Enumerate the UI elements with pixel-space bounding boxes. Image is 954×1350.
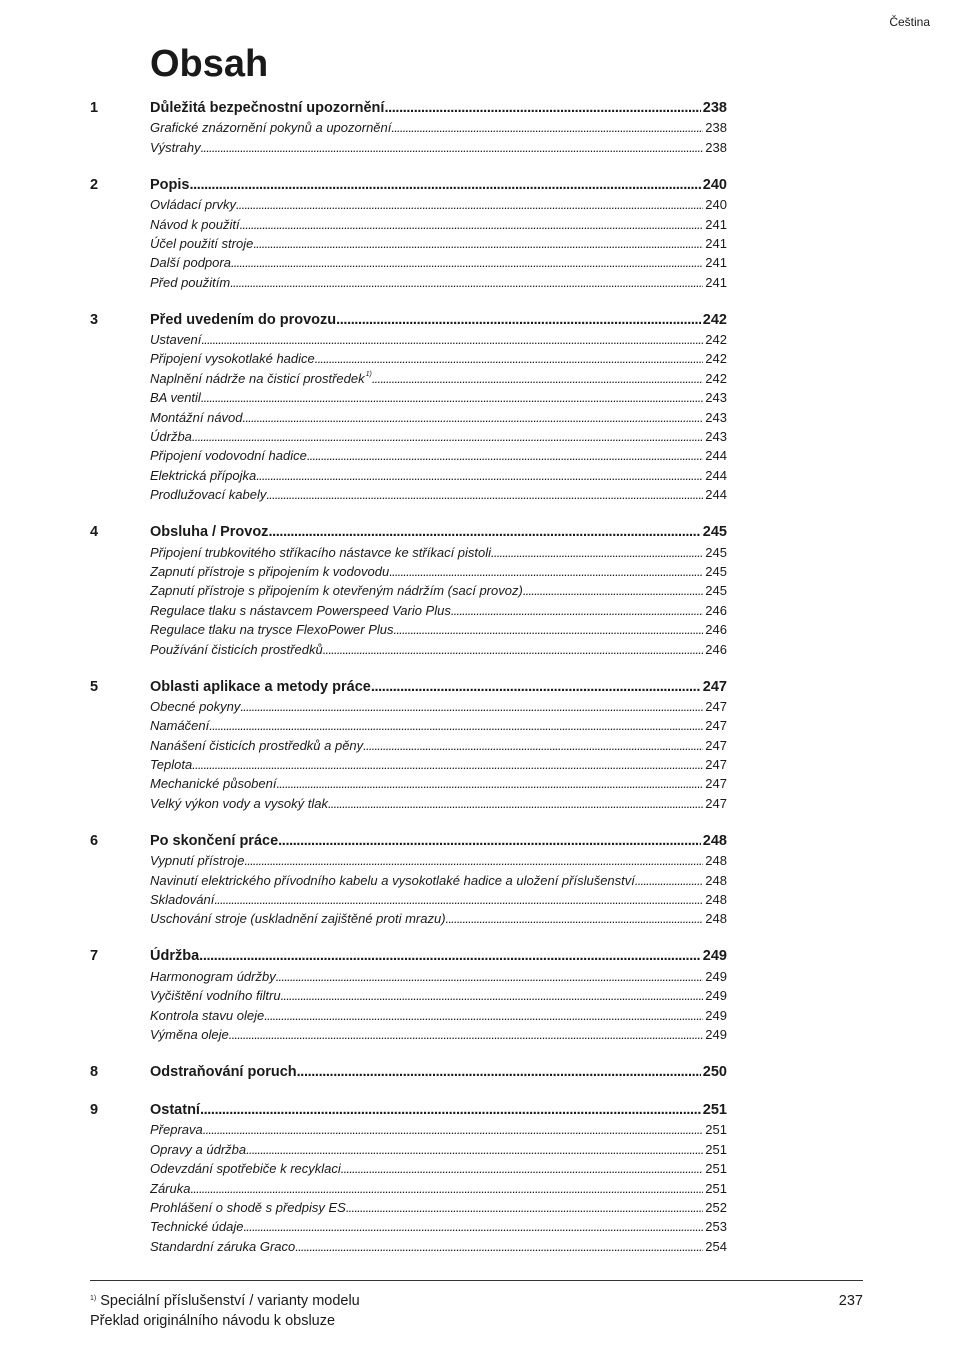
entry-title-text: Přeprava <box>150 1122 203 1138</box>
entry-title-text: Připojení vysokotlaké hadice <box>150 351 315 367</box>
dot-leader <box>246 1140 703 1159</box>
toc-entry-title <box>150 253 231 272</box>
dot-leader <box>394 620 704 639</box>
entry-title-text: Zapnutí přístroje s připojením k otevřeným nádržím (sací provoz) <box>150 583 523 599</box>
entry-title-text: Důležitá bezpečnostní upozornění <box>150 100 385 116</box>
toc-subentry[interactable] <box>90 466 727 485</box>
toc-subentry[interactable] <box>90 485 727 504</box>
entry-title-text: Před uvedením do provozu <box>150 311 337 328</box>
dot-leader <box>266 485 703 504</box>
toc-subentry[interactable] <box>90 408 727 427</box>
toc-entry-page: 238 <box>705 120 727 136</box>
toc-entry-page: 251 <box>705 1180 727 1196</box>
entry-title-text: Namáčení <box>150 718 210 734</box>
dot-leader <box>341 1159 704 1178</box>
toc-entry-page: 246 <box>705 641 727 657</box>
toc-entry-page: 242 <box>705 370 727 386</box>
toc-entry-title <box>150 755 192 774</box>
toc-entry-page: 243 <box>705 409 727 425</box>
entry-title-text: Výměna oleje <box>150 1026 229 1042</box>
toc-entry-title <box>150 871 635 890</box>
entry-title-text: Technické údaje <box>150 1219 244 1235</box>
entry-title-text: Nanášení čisticích prostředků a pěny <box>150 737 364 753</box>
toc-entry-page: 238 <box>702 100 727 116</box>
toc-entry-page: 248 <box>705 892 727 908</box>
dot-leader <box>451 601 703 620</box>
toc-subentry[interactable] <box>90 562 727 581</box>
entry-title-text: Popis <box>150 176 190 193</box>
toc-chapter[interactable] <box>90 523 727 542</box>
dot-leader <box>278 832 701 851</box>
toc-entry-title <box>150 138 201 157</box>
toc-subentry[interactable] <box>90 871 727 890</box>
toc-entry-page: 241 <box>705 216 727 232</box>
dot-leader <box>276 774 703 793</box>
toc-subentry[interactable] <box>90 1025 727 1044</box>
entry-title-text: Obecné pokyny <box>150 698 241 714</box>
entry-title-text: Montážní návod <box>150 409 243 425</box>
entry-title-text: Návod k použití <box>150 216 240 232</box>
toc-entry-title <box>150 523 268 542</box>
toc-entry-title <box>150 176 189 195</box>
toc-entry-page: 251 <box>705 1161 727 1177</box>
entry-title-text: Oblasti aplikace a metody práce <box>150 678 371 695</box>
toc-entry-page: 243 <box>705 429 727 445</box>
toc-subentry[interactable] <box>90 388 727 407</box>
dot-leader <box>230 273 703 292</box>
entry-title-text: Standardní záruka Graco <box>150 1238 296 1254</box>
dot-leader <box>240 215 704 234</box>
toc-entry-title <box>150 1025 229 1044</box>
footnote-marker: 1) <box>90 1295 97 1302</box>
entry-title-text: Vyčištění vodního filtru <box>150 988 281 1004</box>
toc-entry-page: 247 <box>702 678 727 695</box>
toc-entry-page: 248 <box>705 872 727 888</box>
entry-title-text: Navinutí elektrického přívodního kabelu a vysokotlaké hadice a uložení příslušenství <box>150 872 635 888</box>
toc-entry-page: 249 <box>705 1007 727 1023</box>
toc-subentry[interactable] <box>90 234 727 253</box>
dot-leader <box>297 1063 701 1082</box>
dot-leader <box>190 1179 703 1198</box>
toc-entry-title <box>150 234 253 253</box>
entry-title-text: Zapnutí přístroje s připojením k vodovodu <box>150 563 390 579</box>
entry-title-text: Mechanické působení <box>150 776 277 792</box>
entry-title-text: Harmonogram údržby <box>150 968 276 984</box>
toc-entry-page: 241 <box>705 274 727 290</box>
dot-leader <box>201 388 703 407</box>
toc-entry-title <box>150 736 363 755</box>
toc-subentry[interactable] <box>90 1120 727 1139</box>
entry-title-text: Odevzdání spotřebiče k recyklaci <box>150 1161 341 1177</box>
entry-title-text: Prodlužovací kabely <box>150 487 267 503</box>
entry-title-text: Záruka <box>150 1180 191 1196</box>
dot-leader <box>256 466 703 485</box>
toc-entry-page: 249 <box>705 968 727 984</box>
toc-entry-page: 249 <box>702 948 727 965</box>
dot-leader <box>253 234 703 253</box>
toc-chapter[interactable] <box>90 1101 727 1120</box>
toc-section <box>90 311 727 505</box>
toc-entry-page: 245 <box>705 583 727 599</box>
toc-subentry[interactable] <box>90 273 727 292</box>
dot-leader <box>244 851 703 870</box>
toc-entry-page: 242 <box>705 351 727 367</box>
toc-entry-title <box>150 794 328 813</box>
dot-leader <box>281 986 704 1005</box>
toc-entry-page: 253 <box>705 1219 727 1235</box>
toc-subentry[interactable] <box>90 774 727 793</box>
toc-subentry[interactable] <box>90 215 727 234</box>
toc-subentry[interactable] <box>90 1217 727 1236</box>
toc-entry-page: 245 <box>705 563 727 579</box>
toc-entry-title <box>150 215 240 234</box>
entry-title-text: Výstrahy <box>150 139 201 155</box>
toc-subentry[interactable] <box>90 601 727 620</box>
toc-subentry[interactable] <box>90 697 727 716</box>
toc-entry-page: 251 <box>705 1141 727 1157</box>
entry-title-text: Připojení trubkovitého stříkacího nástavce ke stříkací pistoli <box>150 544 492 560</box>
entry-title-text: Odstraňování poruch <box>150 1063 297 1080</box>
toc-subentry[interactable] <box>90 138 727 157</box>
toc-entry-page: 242 <box>702 311 727 328</box>
toc-entry-title <box>150 1198 346 1217</box>
dot-leader <box>236 195 703 214</box>
toc-entry-page: 245 <box>705 544 727 560</box>
toc-entry-page: 242 <box>705 332 727 348</box>
entry-title-text: Údržba <box>150 429 192 445</box>
toc-entry-title <box>150 446 307 465</box>
toc-subentry[interactable] <box>90 543 727 562</box>
entry-title-text: Opravy a údržba <box>150 1141 247 1157</box>
toc-subentry[interactable] <box>90 640 727 659</box>
footnote <box>90 1293 360 1309</box>
toc-entry-page: 241 <box>705 255 727 271</box>
dot-leader <box>229 1025 704 1044</box>
toc-entry-title <box>150 427 192 446</box>
entry-title-text: Ovládací prvky <box>150 197 236 213</box>
dot-leader <box>264 1006 703 1025</box>
toc-section <box>90 832 727 929</box>
section-number: 9 <box>90 1101 99 1118</box>
toc-entry-title <box>150 1217 243 1236</box>
footnote-reference: 1) <box>365 370 372 378</box>
toc-entry-title <box>150 369 372 388</box>
toc-entry-title <box>150 678 371 697</box>
toc-entry-page: 247 <box>705 718 727 734</box>
toc-entry-title <box>150 543 491 562</box>
section-number: 5 <box>90 678 99 695</box>
toc-section <box>90 176 727 292</box>
toc-entry-page: 247 <box>705 737 727 753</box>
toc-subentry[interactable] <box>90 195 727 214</box>
dot-leader <box>189 176 700 195</box>
toc-section <box>90 1101 727 1256</box>
toc-subentry[interactable] <box>90 620 727 639</box>
dot-leader <box>315 349 704 368</box>
entry-title-text: Elektrická přípojka <box>150 467 257 483</box>
toc-entry-page: 244 <box>705 467 727 483</box>
entry-title-text: Regulace tlaku na trysce FlexoPower Plus <box>150 622 394 638</box>
section-number: 7 <box>90 948 99 965</box>
dot-leader <box>372 369 703 388</box>
toc-entry-title <box>150 890 214 909</box>
toc-entry-title <box>150 967 276 986</box>
toc-entry-title <box>150 1140 246 1159</box>
toc-entry-page: 243 <box>705 390 727 406</box>
toc-subentry[interactable] <box>90 1179 727 1198</box>
toc-subentry[interactable] <box>90 1198 727 1217</box>
toc-subentry[interactable] <box>90 118 727 137</box>
toc-subentry[interactable] <box>90 716 727 735</box>
toc-entry-title <box>150 1063 297 1082</box>
toc-entry-title <box>150 330 201 349</box>
toc-subentry[interactable] <box>90 1006 727 1025</box>
dot-leader <box>328 794 703 813</box>
entry-title-text: BA ventil <box>150 390 201 406</box>
toc-entry-page: 240 <box>705 197 727 213</box>
toc-chapter[interactable] <box>90 947 727 966</box>
toc-entry-title <box>150 716 209 735</box>
toc-entry-title <box>150 581 523 600</box>
entry-title-text: Velký výkon vody a vysoký tlak <box>150 795 328 811</box>
toc-chapter[interactable] <box>90 311 727 330</box>
dot-leader <box>523 581 703 600</box>
toc-entry-page: 246 <box>705 622 727 638</box>
dot-leader <box>363 736 703 755</box>
toc-entry-page: 247 <box>705 757 727 773</box>
dot-leader <box>336 311 701 330</box>
dot-leader <box>231 253 703 272</box>
entry-title-text: Používání čisticích prostředků <box>150 641 323 657</box>
toc-entry-title <box>150 388 201 407</box>
dot-leader <box>243 408 704 427</box>
toc-entry-page: 246 <box>705 602 727 618</box>
toc-entry-title <box>150 697 240 716</box>
toc-entry-title <box>150 408 243 427</box>
dot-leader <box>199 947 701 966</box>
toc-entry-title <box>150 195 236 214</box>
entry-title-text: Grafické znázornění pokynů a upozornění <box>150 120 392 136</box>
entry-title-text: Kontrola stavu oleje <box>150 1007 265 1023</box>
toc-entry-page: 251 <box>705 1122 727 1138</box>
dot-leader <box>192 427 703 446</box>
dot-leader <box>323 640 704 659</box>
toc-entry-title <box>150 1179 190 1198</box>
dot-leader <box>201 138 704 157</box>
toc-section <box>90 678 727 814</box>
dot-leader <box>391 118 703 137</box>
toc-subentry[interactable] <box>90 446 727 465</box>
dot-leader <box>276 967 704 986</box>
entry-title-text: Skladování <box>150 892 215 908</box>
toc-entry-page: 248 <box>702 832 727 849</box>
toc-entry-title <box>150 99 384 118</box>
toc-chapter[interactable] <box>90 832 727 851</box>
dot-leader <box>203 1120 704 1139</box>
section-number: 4 <box>90 524 99 541</box>
entry-title-text: Další podpora <box>150 255 231 271</box>
dot-leader <box>214 890 703 909</box>
toc-chapter[interactable] <box>90 99 727 118</box>
toc-subentry[interactable] <box>90 427 727 446</box>
section-number: 8 <box>90 1063 99 1080</box>
toc-entry-title <box>150 774 276 793</box>
toc-subentry[interactable] <box>90 909 727 928</box>
dot-leader <box>201 330 703 349</box>
entry-title-text: Po skončení práce <box>150 832 279 849</box>
entry-title-text: Uschování stroje (uskladnění zajištěné proti mrazu) <box>150 911 446 927</box>
section-number: 2 <box>90 176 99 193</box>
dot-leader <box>240 697 703 716</box>
toc-entry-title <box>150 118 391 137</box>
dot-leader <box>209 716 703 735</box>
toc-entry-page: 240 <box>702 176 727 193</box>
toc-subentry[interactable] <box>90 890 727 909</box>
toc-subentry[interactable] <box>90 1159 727 1178</box>
section-number: 6 <box>90 832 99 849</box>
toc-subentry[interactable] <box>90 349 727 368</box>
toc-entry-title <box>150 562 389 581</box>
entry-title-text: Regulace tlaku s nástavcem Powerspeed Vario Plus <box>150 602 451 618</box>
entry-title-text: Ustavení <box>150 332 202 348</box>
toc-entry-page: 238 <box>705 139 727 155</box>
toc-entry-page: 248 <box>705 853 727 869</box>
toc-chapter[interactable] <box>90 176 727 195</box>
toc-subentry[interactable] <box>90 967 727 986</box>
toc-entry-page: 247 <box>705 776 727 792</box>
toc-entry-title <box>150 349 315 368</box>
entry-title-text: Naplnění nádrže na čisticí prostředek <box>150 370 365 386</box>
toc-chapter[interactable] <box>90 678 727 697</box>
toc-subentry[interactable] <box>90 369 727 388</box>
dot-leader <box>268 523 700 542</box>
toc-entry-page: 244 <box>705 487 727 503</box>
footer-divider <box>90 1280 863 1281</box>
toc-entry-title <box>150 851 244 870</box>
toc-entry-title <box>150 832 278 851</box>
toc-entry-title <box>150 620 394 639</box>
toc-entry-title <box>150 909 446 928</box>
toc-entry-page: 250 <box>702 1063 727 1080</box>
footnote-text: Speciální příslušenství / varianty modelu <box>100 1293 360 1309</box>
dot-leader <box>446 909 704 928</box>
toc-entry-title <box>150 1237 295 1256</box>
translation-note: Překlad originálního návodu k obsluze <box>90 1313 336 1329</box>
dot-leader <box>307 446 703 465</box>
toc-chapter[interactable] <box>90 1063 727 1082</box>
toc-entry-title <box>150 485 266 504</box>
page-title: Obsah <box>150 43 269 85</box>
toc-subentry[interactable] <box>90 1140 727 1159</box>
dot-leader <box>371 678 701 697</box>
dot-leader <box>384 99 700 118</box>
entry-title-text: Před použitím <box>150 274 231 290</box>
toc-subentry[interactable] <box>90 253 727 272</box>
toc-entry-page: 249 <box>705 1026 727 1042</box>
toc-entry-page: 254 <box>705 1238 727 1254</box>
entry-title-text: Prohlášení o shodě s předpisy ES <box>150 1199 346 1215</box>
entry-title-text: Údržba <box>150 948 200 965</box>
toc-entry-title <box>150 1159 341 1178</box>
toc-entry-title <box>150 947 199 966</box>
toc-entry-page: 241 <box>705 235 727 251</box>
toc-entry-title <box>150 466 256 485</box>
entry-title-text: Vypnutí přístroje <box>150 853 245 869</box>
table-of-contents <box>90 99 727 1275</box>
toc-entry-title <box>150 601 451 620</box>
dot-leader <box>243 1217 703 1236</box>
toc-subentry[interactable] <box>90 1237 727 1256</box>
toc-entry-page: 247 <box>705 795 727 811</box>
dot-leader <box>295 1237 703 1256</box>
toc-entry-title <box>150 311 336 330</box>
section-number: 1 <box>90 100 99 116</box>
entry-title-text: Teplota <box>150 757 193 773</box>
dot-leader <box>346 1198 703 1217</box>
toc-entry-title <box>150 273 230 292</box>
toc-section <box>90 523 727 659</box>
toc-entry-title <box>150 1120 203 1139</box>
entry-title-text: Účel použití stroje <box>150 235 254 251</box>
section-number: 3 <box>90 311 99 328</box>
toc-entry-page: 244 <box>705 448 727 464</box>
toc-subentry[interactable] <box>90 581 727 600</box>
toc-entry-title <box>150 640 323 659</box>
page-number: 237 <box>838 1293 863 1309</box>
toc-entry-page: 247 <box>705 698 727 714</box>
toc-subentry[interactable] <box>90 986 727 1005</box>
language-label: Čeština <box>889 15 930 29</box>
dot-leader <box>389 562 703 581</box>
entry-title-text: Připojení vodovodní hadice <box>150 448 307 464</box>
toc-subentry[interactable] <box>90 794 727 813</box>
toc-entry-title <box>150 1101 200 1120</box>
toc-entry-page: 252 <box>705 1199 727 1215</box>
toc-subentry[interactable] <box>90 755 727 774</box>
toc-entry-page: 249 <box>705 988 727 1004</box>
toc-section <box>90 1063 727 1082</box>
dot-leader <box>635 871 703 890</box>
dot-leader <box>491 543 703 562</box>
toc-subentry[interactable] <box>90 736 727 755</box>
toc-section <box>90 947 727 1044</box>
toc-subentry[interactable] <box>90 330 727 349</box>
toc-entry-title <box>150 986 281 1005</box>
toc-entry-title <box>150 1006 264 1025</box>
dot-leader <box>192 755 703 774</box>
toc-entry-page: 245 <box>702 524 727 541</box>
entry-title-text: Ostatní <box>150 1101 200 1118</box>
toc-section <box>90 99 727 157</box>
entry-title-text: Obsluha / Provoz <box>150 524 269 541</box>
dot-leader <box>200 1101 701 1120</box>
toc-subentry[interactable] <box>90 851 727 870</box>
toc-entry-page: 251 <box>702 1101 727 1118</box>
toc-entry-page: 248 <box>705 911 727 927</box>
